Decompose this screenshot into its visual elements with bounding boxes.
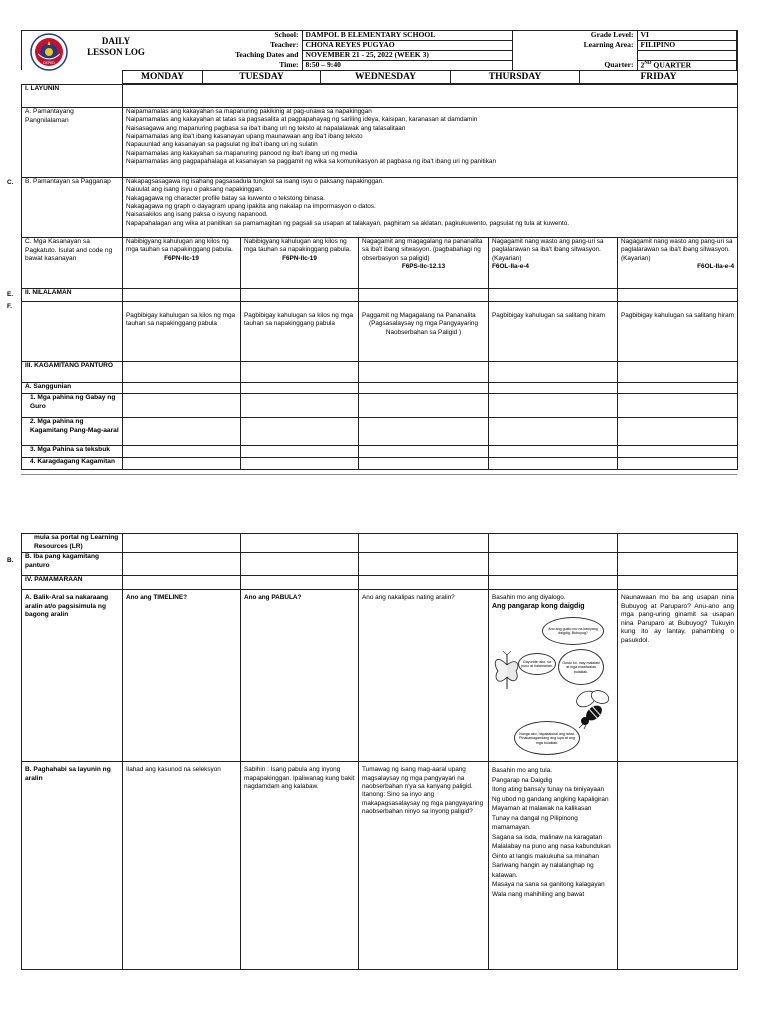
deped-seal-logo (30, 33, 68, 71)
paghahabi-wednesday: Tumawag ng isang mag-aaral upang magsalaysay ng mga pangyayari na naobserbahan n'ya sa kanyang paligid. Itanong: Sino sa inyo ang makapagsasalaysay ng mga pangyayaring naobserbahan ninyo sa inyong paligid? (359, 762, 489, 970)
pamantayang-pangnilalaman-label: A. Pamantayang Pangnilalaman (22, 108, 123, 178)
days-header-row (122, 70, 738, 84)
teacher-label: Teacher: (270, 40, 299, 50)
balik-aral-tuesday: Ano ang PABULA? (241, 590, 359, 762)
karagdagang-kagamitan-label: 4. Karagdagang Kagamitan (22, 458, 123, 470)
quarter-value: 2ND QUARTER (637, 61, 737, 71)
kasanayan-tuesday: Nabibigyang kahulugan ang kilos ng mga tauhan sa napakinggang pabula. F6PN-IIc-19 (241, 238, 359, 289)
nilalaman-monday: Pagbibigay kahulugan sa kilos ng mga tauhan sa napakinggang pabula (123, 302, 241, 362)
kasanayan-wednesday: Nagagamit ang magagalang na pananalita sa iba't ibang sitwasyon. (pagbabahagi ng obserbasyon sa paligid) F6PS-IIc-12.13 (359, 238, 489, 289)
paghahabi-monday: Ilahad ang kasunod na seleksyon (123, 762, 241, 970)
kagamitang-panturo-heading: III. KAGAMITANG PANTURO (22, 362, 123, 383)
kagamitang-pang-mag-aaral-label: 2. Mga pahina ng Kagamitang Pang-Mag-aaral (22, 418, 123, 446)
dialogue-bubble-1: Ano ang gusto mo na kaniyang daigdig, Bubuyog? (542, 617, 604, 645)
day-thursday: THURSDAY (451, 71, 580, 84)
page-divider (21, 474, 737, 475)
paghahabi-label: B. Paghahabi sa layunin ng aralin (22, 762, 123, 970)
nilalaman-heading: II. NILALAMAN (22, 289, 123, 302)
kasanayan-friday: Nagagamit nang wasto ang pang-uri sa paglalarawan sa iba't ibang sitwasyon. (Kayarian) F6OL-IIa-e-4 (618, 238, 738, 289)
kasanayan-label: C. Mga Kasanayan sa Pagkatuto. Isulat and code ng bawat kasanayan (22, 238, 123, 289)
school-label: School: (274, 30, 299, 40)
balik-aral-thursday: Basahin mo ang diyalogo. Ang pangarap kong daigdig Ano ang gusto mo na kaniyang daigdig, Bubuyog? Gusto ko, may malalaki at mga maaliwalas bulaklak. Gayundin ako, sa puno at halamanan. Nanga ako, napakaluhal ang lahat. Pinakamagandang ang lupa at ang mga bulaklak. (489, 590, 618, 762)
nilalaman-wednesday: Paggamit ng Magagalang na Pananalita (Pagsasalaysay ng mga Pangyayaring Naobserbahan sa Paligid ) (359, 302, 489, 362)
paghahabi-tuesday: Sabihin : Isang pabula ang inyong mapapakinggan. Ipaliwanag kung bakit nagdamdam ang kalabaw. (241, 762, 359, 970)
bee-icon (574, 689, 614, 729)
iba-pang-kagamitang-label: B. Iba pang kagamitang panturo (22, 553, 123, 576)
nilalaman-tuesday: Pagbibigay kahulugan sa kilos ng mga tauhan sa napakinggang pabula (241, 302, 359, 362)
butterfly-icon (492, 651, 522, 693)
header-info-table (202, 30, 738, 71)
lesson-log-table-page2 (21, 533, 738, 970)
learning-area-value: FILIPINO (637, 41, 737, 51)
time-label: Time: (279, 60, 299, 70)
grade-level-value: VI (637, 31, 737, 41)
dialogue-bubble-3: Gayundin ako, sa puno at halamanan. (518, 653, 556, 675)
side-letter-b: B. (7, 557, 14, 564)
balik-aral-monday: Ano ang TIMELINE? (123, 590, 241, 762)
gabay-ng-guro-label: 1. Mga pahina ng Gabay ng Guro (22, 394, 123, 418)
quarter-label: Quarter: (604, 60, 634, 70)
kasanayan-monday: Nabibigyang kahulugan ang kilos ng mga tauhan sa napakinggang pabula. F6PN-IIc-19 (123, 238, 241, 289)
paghahabi-thursday-poem: Basahin mo ang tula. Pangarap na Daigdig Itong ating bansa'y tunay na biniyayaan Ng ubod ng gandang angking kapaligiran Mayaman at malawak na kalikasan Tunay na dangal ng Pilipinong mamamayan. Sagana sa isda, malinaw na karagatan Malalabay na puno ang nasa kabundukan Ginto at langis makukuha sa minahan Sariwang hangin ay nalalanghap ng katawan. Masaya na sana sa ganitong kalagayan Wala nang mahihiling ang bawat (489, 762, 618, 970)
portal-lr-label: mula sa portal ng Learning Resources (LR) (22, 534, 123, 553)
layunin-heading: I. LAYUNIN (22, 85, 123, 108)
pamantayan-sa-pagganap-content: Nakapagsasagawa ng isahang pagsasadula tungkol sa isang isyu o paksang napakinggan. Naiuulat ang isang isyu o paksang napakinggan. Nakagagawa ng character profile batay sa kuwento o tekstong binasa. Nakagagawa ng graph o dayagram upang ipakita ang nakalap na impormasyon o datos. Naisasakilos ang isang paksa o isyung napanood. Napapahalagan ang wika at panitikan sa pamamagitan ng pagsali sa usapan at talakayan, paghiram sa aklatan, pagkukuwento, pagsulat ng tula at kuwento. (123, 178, 738, 238)
learning-area-label: Learning Area: (583, 40, 634, 50)
paghahabi-friday (618, 762, 738, 970)
pamantayan-sa-pagganap-label: B. Pamantayan sa Pagganap (22, 178, 123, 238)
pamamaraan-heading: IV. PAMAMARAAN (22, 576, 123, 590)
side-letter-c: C. (7, 179, 14, 186)
day-wednesday: WEDNESDAY (321, 71, 451, 84)
title-line-lesson-log: LESSON LOG (87, 47, 145, 58)
sanggunian-label: A. Sanggunian (22, 383, 123, 394)
dialogue-bubble-2: Gusto ko, may malalaki at mga maaliwalas bulaklak. (558, 649, 604, 685)
balik-aral-label: A. Balik-Aral sa nakaraang aralin at/o pagsisimula ng bagong aralin (22, 590, 123, 762)
balik-aral-friday: Naunawaan mo ba ang usapan nina Bubuyog at Paruparo? Anu-ano ang mga pang-uring ginamit sa usapan nina Paruparo at Bubuyog? Tukuyin kung ito ay lantay, pahambing o pasukdol. (618, 590, 738, 762)
day-friday: FRIDAY (580, 71, 738, 84)
time-value: 8:50 – 9:40 (302, 61, 512, 71)
nilalaman-thursday: Pagbibigay kahulugan sa salitang hiram (489, 302, 618, 362)
side-letter-e: E. (7, 291, 14, 298)
balik-aral-wednesday: Ano ang nakalipas nating aralin? (359, 590, 489, 762)
dialogue-bubble-4: Nanga ako, napakaluhal ang lahat. Pinakamagandang ang lupa at ang mga bulaklak. (514, 721, 580, 755)
grade-level-label: Grade Level: (590, 30, 634, 40)
kasanayan-thursday: Nagagamit nang wasto ang pang-uri sa paglalarawan sa iba't ibang sitwasyon. (Kayarian) F6OL-IIa-e-4 (489, 238, 618, 289)
teaching-dates-label: Teaching Dates and (235, 50, 299, 60)
title-line-daily: DAILY (101, 36, 131, 46)
teacher-value: CHONA REYES PUGYAO (302, 41, 512, 51)
pamantayang-pangnilalaman-content: Naipamamalas ang kakayahan sa mapanuring pakikinig at pag-unawa sa napakinggan Naipamamalas ang kakayahan at tatas sa pagsasalita at pagpapahayag ng sariling ideya, kaisipan, karanasan at damdamin Naisasagawa ang mapanuring pagbasa sa iba't ibang uri ng teksto at napalalawak ang talasalitaan Naipamamalas ang iba't ibang kasanayan upang maunawaan ang iba't ibang teksto Napauunlad ang kasanayan sa pagsulat ng iba't ibang uri ng sulatin Naipamamalas ang kakayahan sa mapanuring panood ng iba't ibang uri ng media Naipamamalas ang pagpapahalaga at kasanayan sa paggamit ng wika sa komunikasyon at pagbasa ng iba't ibang uri ng panitikan (123, 108, 738, 178)
lesson-log-table-page1 (21, 84, 738, 470)
nilalaman-friday: Pagbibigay kahulugan sa salitang hiram (618, 302, 738, 362)
document-title (70, 36, 162, 59)
side-letter-f: F. (7, 303, 12, 310)
teaching-dates-value: NOVEMBER 21 - 25, 2022 (WEEK 3) (302, 51, 512, 61)
day-monday: MONDAY (123, 71, 203, 84)
svg-text:DEPED: DEPED (43, 61, 55, 65)
day-tuesday: TUESDAY (203, 71, 321, 84)
teksbuk-label: 3. Mga Pahina sa teksbuk (22, 446, 123, 458)
school-value: DAMPOL B ELEMENTARY SCHOOL (302, 31, 512, 41)
